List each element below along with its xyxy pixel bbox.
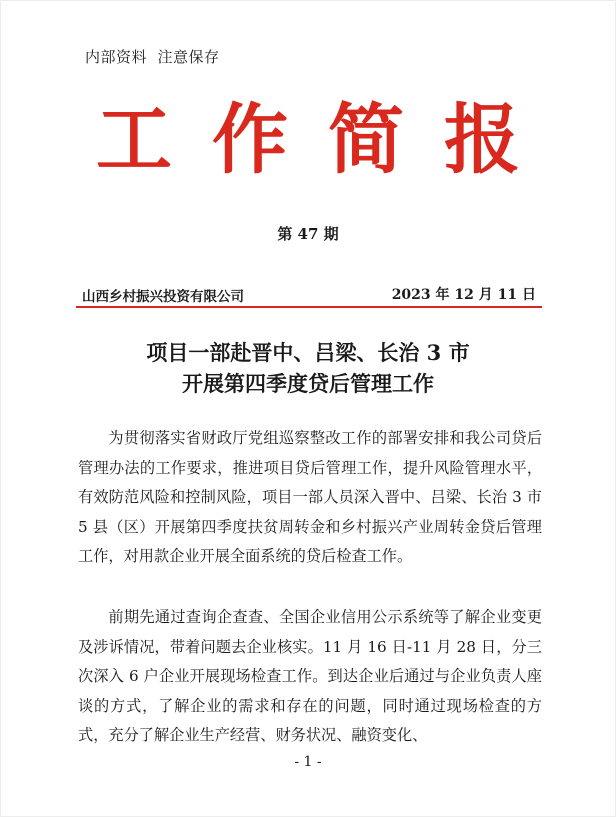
organization-name: 山西乡村振兴投资有限公司 xyxy=(82,289,244,305)
red-divider-line xyxy=(76,306,542,308)
paragraph-text: 前期先通过查询企查查、全国企业信用公示系统等了解企业变更及涉诉情况，带着问题去企业核实。11 月 16 日-11 月 28 日，分三次深入 6 户企业开展现场检查工作。到达企业后通过与企业负责人座谈的方式，了解企业的需求和存在的问题，同时通过现场检查的方式，充分了解企业生产经营、财务状况、融资变化、 xyxy=(78,608,542,744)
article-title-line2: 开展第四季度贷后管理工作 xyxy=(182,371,434,396)
publication-date: 2023 年 12 月 11 日 xyxy=(391,287,536,303)
bulletin-masthead: 工作简报 xyxy=(96,95,560,184)
article-paragraph-2 xyxy=(78,603,542,751)
issue-number: 第 47 期 xyxy=(277,225,339,243)
article-title-line1: 项目一部赴晋中、吕梁、长治 3 市 xyxy=(146,340,470,365)
page-number: - 1 - xyxy=(294,754,322,770)
paragraph-text: 为贯彻落实省财政厅党组巡察整改工作的部署安排和我公司贷后管理办法的工作要求，推进项目贷后管理工作，提升风险管理水平，有效防范风险和控制风险，项目一部人员深入晋中、吕梁、长治 3 市 5 县（区）开展第四季度扶贫周转金和乡村振兴产业周转金贷后管理工作，对用款企业开展全面系统的贷后检查工作。 xyxy=(78,429,542,565)
classification-label: 内部资料 注意保存 xyxy=(85,48,220,66)
article-paragraph-1 xyxy=(78,424,542,572)
